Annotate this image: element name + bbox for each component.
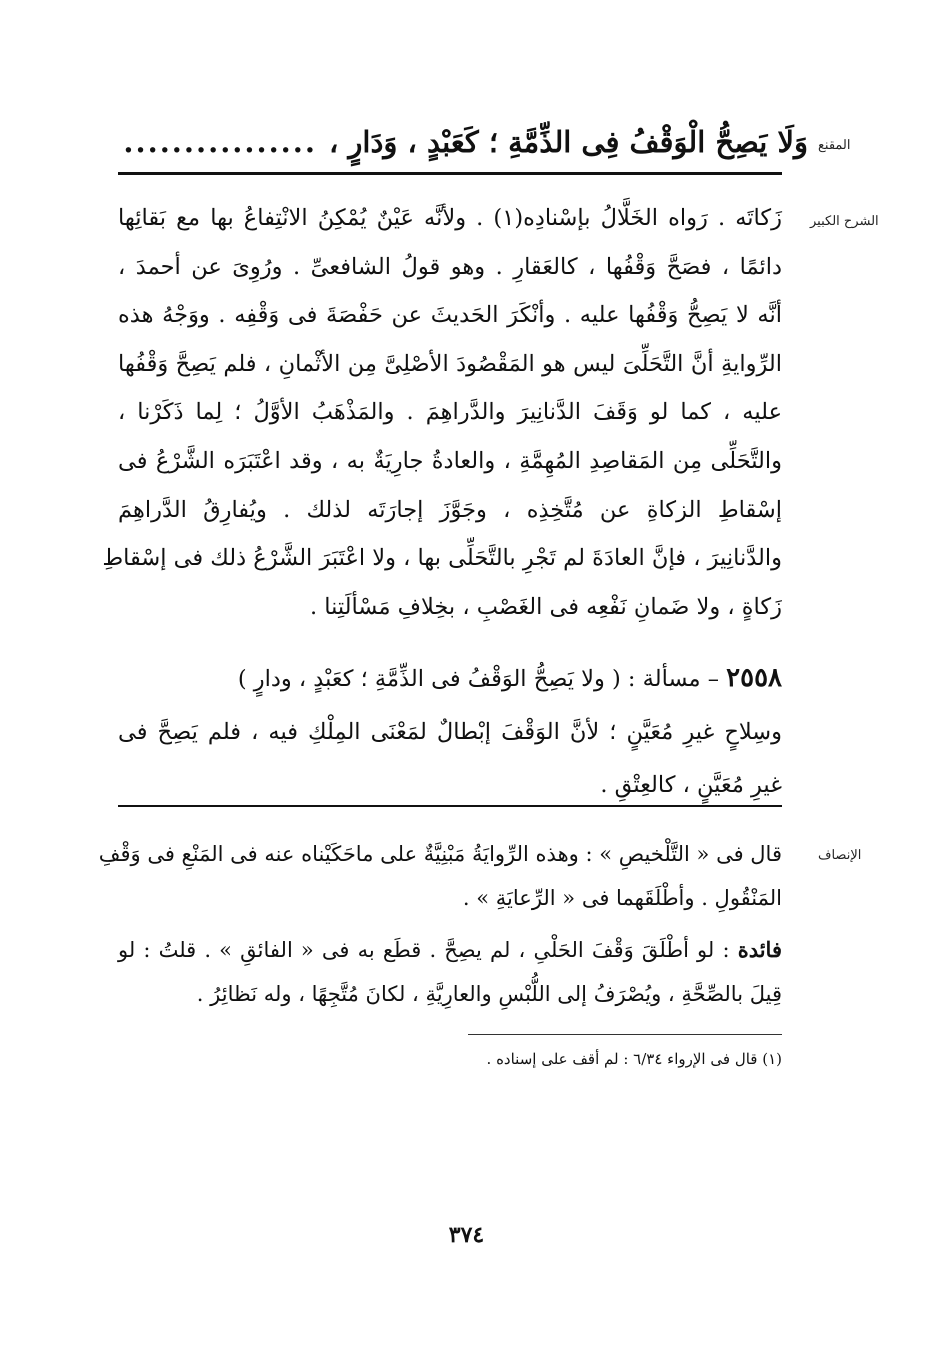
faida-block bbox=[118, 928, 782, 1016]
sharh-text bbox=[102, 194, 782, 631]
matn-divider bbox=[118, 172, 782, 175]
masala-heading: – مسألة : ( ولا يَصِحُّ الوَقْفُ فى الذِّمَّةِ ؛ كعَبْدٍ ، ودارٍ ) bbox=[237, 666, 719, 692]
insaf-label: الإنصاف bbox=[818, 848, 862, 863]
sharh-line: الرِّوايةِ أنَّ التَّحَلِّىَ ليس هو المَقْصُودَ الأصْلِىَّ مِن الأثْمانِ ، فلم يَصِحَّ وَقْفُها bbox=[118, 350, 782, 377]
matn-line: وَلَا يَصِحُّ الْوَقْفُ فِى الذِّمَّةِ ؛ كَعَبْدٍ ، وَدَارٍ ، bbox=[328, 125, 808, 159]
masala-line-3: غيرِ مُعَيَّنٍ ، كالعِتْقِ . bbox=[600, 772, 782, 798]
sharh-line: زَكاتَه . رَواه الخَلَّالُ بإسْنادِه(١) . ولأنَّه عَيْنٌ يُمْكِنُ الانْتِفاعُ بها مع بَقائِها bbox=[118, 205, 782, 231]
sharh-line: إسْقاطِ الزكاةِ عن مُتَّخِذِه ، وجَوَّزَ إجارَتَه لذلك . ويُفارِقُ الدَّراهِمَ bbox=[118, 496, 782, 523]
insaf-text bbox=[98, 832, 782, 920]
masala-line-1 bbox=[118, 652, 782, 706]
matn-dots: ................ bbox=[123, 125, 317, 159]
sharh-line: والدَّنانِيرَ ، فإنَّ العادَةَ لم تَجْرِ بالتَّحَلِّى بها ، ولا اعْتَبَرَ الشَّرْعُ ذلك فى إسْقاطِ bbox=[102, 545, 782, 572]
sharh-label: الشرح الكبير bbox=[810, 214, 879, 229]
page-number: ٣٧٤ bbox=[448, 1222, 485, 1248]
masala-line-2: وسِلاحٍ غيرِ مُعَيَّنٍ ؛ لأنَّ الوَقْفَ إبْطالٌ لمَعْنَى المِلْكِ فيه ، فلم يَصِحَّ فى bbox=[118, 719, 782, 745]
sharh-line: والتَّحَلِّى مِن المَقاصِدِ المُهِمَّةِ ، والعادةُ جارِيَةٌ به ، وقد اعْتَبَرَه الشَّرْعُ فى bbox=[118, 447, 782, 474]
footnote bbox=[468, 1048, 782, 1070]
muqni-label: المقنع bbox=[818, 138, 851, 153]
matn-text bbox=[118, 120, 808, 164]
masala-number: ٢٥٥٨ bbox=[726, 663, 782, 693]
insaf-divider bbox=[118, 805, 782, 807]
faida-label: فائدة bbox=[737, 937, 782, 962]
masala-block bbox=[118, 652, 782, 812]
footnote-text: (١) قال فى الإرواء ٦/٣٤ : لم أقف على إسناده . bbox=[486, 1050, 782, 1068]
sharh-line: عليه ، كما لو وَقَفَ الدَّنانِيرَ والدَّراهِمَ . والمَذْهَبُ الأوَّلُ ؛ لِما ذَكَرْنا ، bbox=[118, 399, 782, 426]
faida-text-1: : لو أطْلَقَ وَقْفَ الحَلْىِ ، لم يصِحَّ . قطَع به فى « الفائقِ » . قلتُ : لو bbox=[118, 938, 730, 962]
faida-line-1 bbox=[118, 928, 782, 972]
sharh-line: دائمًا ، فصَحَّ وَقْفُها ، كالعَقارِ . وهو قولُ الشافعىِّ . ورُوِىَ عن أحمدَ ، bbox=[118, 253, 782, 280]
sharh-line-last: زَكاةٍ ، ولا ضَمانِ نَفْعِه فى الغَصْبِ ، بخِلافِ مَسْألَتِنا . bbox=[309, 593, 782, 620]
sharh-line: أنَّه لا يَصِحُّ وَقْفُها عليه . وأنْكَرَ الحَديثَ عن حَفْصَةَ فى وَقْفِه . ووَجْهُ هذه bbox=[118, 302, 782, 329]
footnote-divider bbox=[468, 1034, 782, 1035]
insaf-line: قال فى « التَّلْخيصِ » : وهذه الرِّوايَةُ مَبْنِيَّةٌ على ماحَكَيْناه عنه فى المَنْعِ فى وَقْفِ bbox=[98, 842, 782, 866]
insaf-line-last: المَنْقُولِ . وأطْلَقَهما فى « الرِّعايَةِ » . bbox=[462, 886, 782, 910]
faida-line-2: قِيلَ بالصِّحَّةِ ، ويُصْرَفُ إلى اللُّبْسِ والعارِيَّةِ ، لكانَ مُتَّجِهًا ، وله نَظائِرُ . bbox=[196, 982, 782, 1006]
